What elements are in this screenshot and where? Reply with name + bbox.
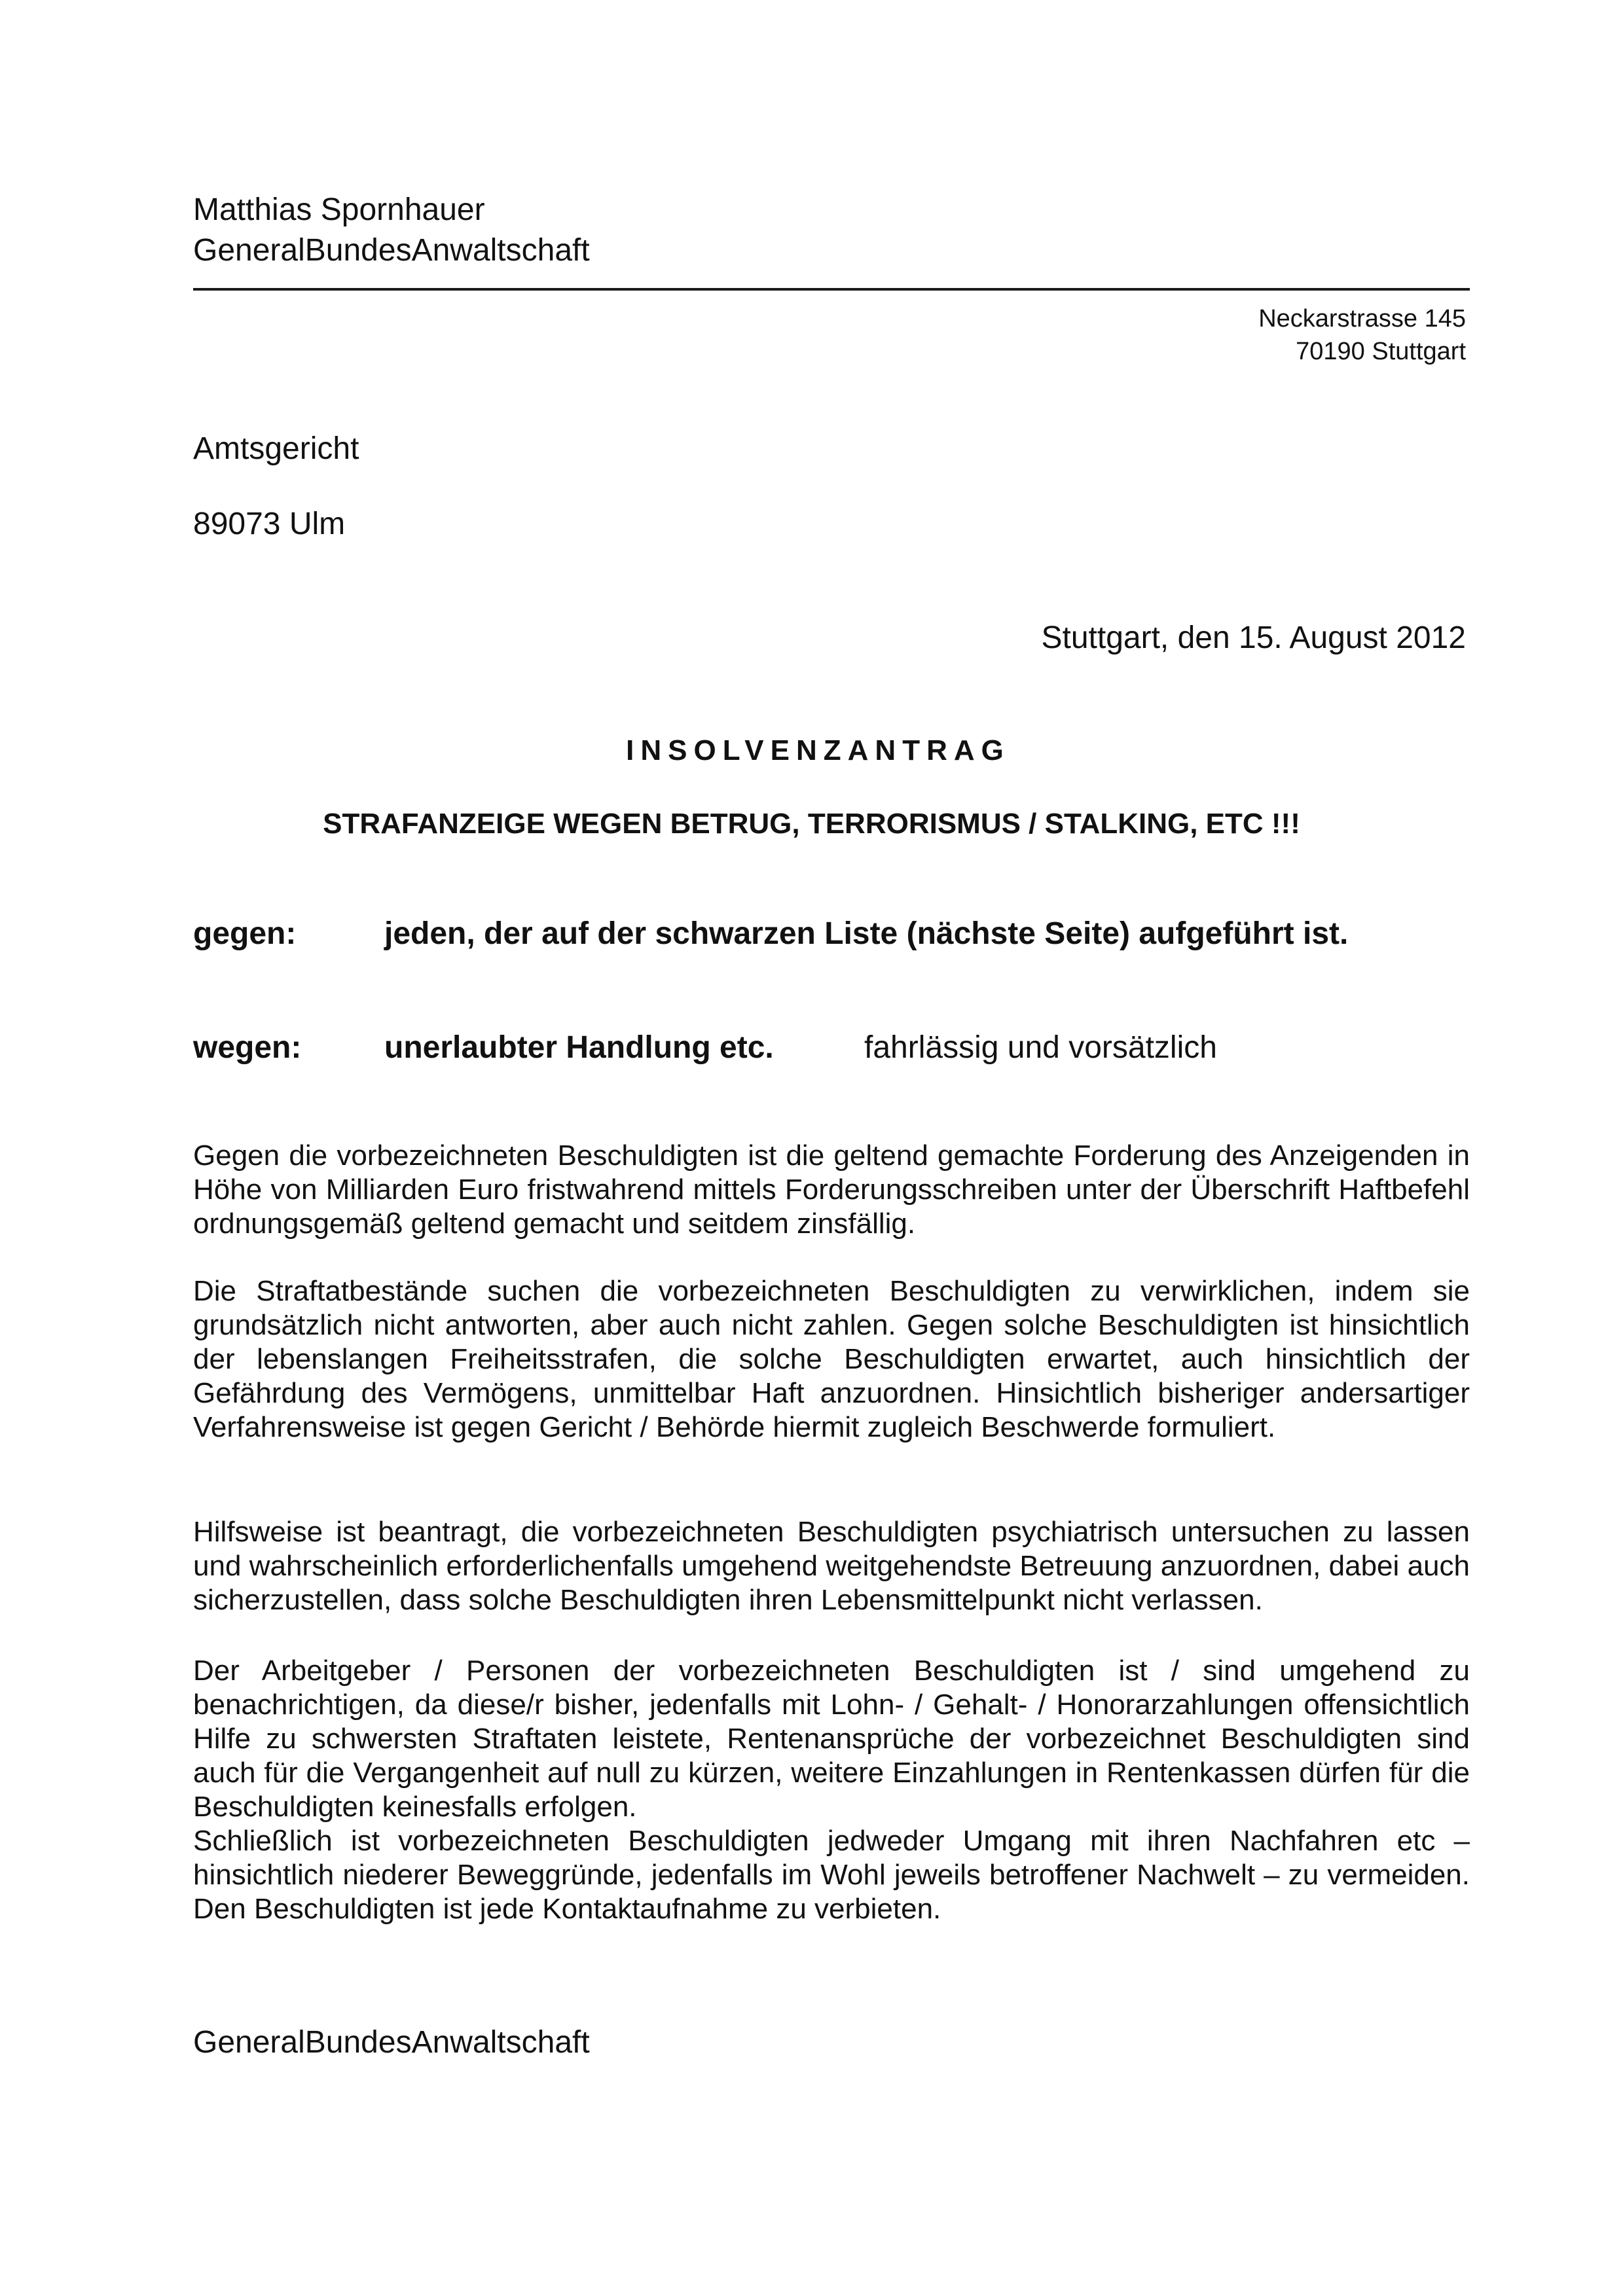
gegen-value: jeden, der auf der schwarzen Liste (nächste Seite) aufgeführt ist. [384, 916, 1349, 951]
document-subtitle: STRAFANZEIGE WEGEN BETRUG, TERRORISMUS / STALKING, ETC !!! [323, 808, 1300, 840]
paragraph-2: Die Straftatbestände suchen die vorbezeichneten Beschuldigten zu verwirklichen, indem sie grundsätzlich nicht antworten, aber auch nicht zahlen. Gegen solche Beschuldigten ist hinsichtlich der lebenslangen Freiheitsstrafen, die solche Beschuldigten erwartet, auch hinsichtlich der Gefährdung des Vermögens, unmittelbar Haft anzuordnen. Hinsichtlich bisheriger andersartiger Verfahrensweise ist gegen Gericht / Behörde hiermit zugleich Beschwerde formuliert. [193, 1275, 1470, 1443]
paragraph-1: Gegen die vorbezeichneten Beschuldigten ist die geltend gemachte Forderung des Anzeigenden in Höhe von Milliarden Euro fristwahrend mittels Forderungsschreiben unter der Überschrift Haftbefehl ordnungsgemäß geltend gemacht und seitdem zinsfällig. [193, 1139, 1470, 1240]
sender-block [193, 190, 590, 271]
wegen-value: unerlaubter Handlung etc. [384, 1030, 774, 1065]
wegen-extra: fahrlässig und vorsätzlich [864, 1030, 1217, 1065]
sender-street: Neckarstrasse 145 [1258, 305, 1466, 332]
sender-office: GeneralBundesAnwaltschaft [193, 233, 590, 268]
paragraph-5: Schließlich ist vorbezeichneten Beschuldigten jedweder Umgang mit ihren Nachfahren etc – hinsichtlich niederer Beweggründe, jedenfalls im Wohl jeweils betroffener Nachwelt – zu vermeiden. Den Beschuldigten ist jede Kontaktaufnahme zu verbieten. [193, 1825, 1470, 1925]
letter-date: Stuttgart, den 15. August 2012 [1041, 620, 1466, 655]
recipient-name: Amtsgericht [193, 431, 359, 466]
paragraph-3: Hilfsweise ist beantragt, die vorbezeichneten Beschuldigten psychiatrisch untersuchen zu lassen und wahrscheinlich erforderlichenfalls umgehend weitgehendste Betreuung anzuordnen, dabei auch sicherzustellen, dass solche Beschuldigten ihren Lebensmittelpunkt nicht verlassen. [193, 1516, 1470, 1616]
paragraph-4: Der Arbeitgeber / Personen der vorbezeichneten Beschuldigten ist / sind umgehend zu benachrichtigen, da diese/r bisher, jedenfalls mit Lohn- / Gehalt- / Honorarzahlungen offensichtlich Hilfe zu schwersten Straftaten leistete, Rentenansprüche der vorbezeichnet Beschuldigten sind auch für die Vergangenheit auf null zu kürzen, weitere Einzahlungen in Rentenkassen dürfen für die Beschuldigten keinesfalls erfolgen. [193, 1655, 1470, 1823]
sender-name: Matthias Spornhauer [193, 192, 485, 227]
recipient-city: 89073 Ulm [193, 507, 346, 541]
gegen-label: gegen: [193, 916, 297, 951]
signature: GeneralBundesAnwaltschaft [193, 2025, 590, 2060]
sender-address [1258, 302, 1466, 368]
header-divider [193, 288, 1470, 291]
document-title: INSOLVENZANTRAG [626, 734, 1010, 766]
wegen-label: wegen: [193, 1030, 302, 1065]
sender-city: 70190 Stuttgart [1296, 338, 1466, 365]
